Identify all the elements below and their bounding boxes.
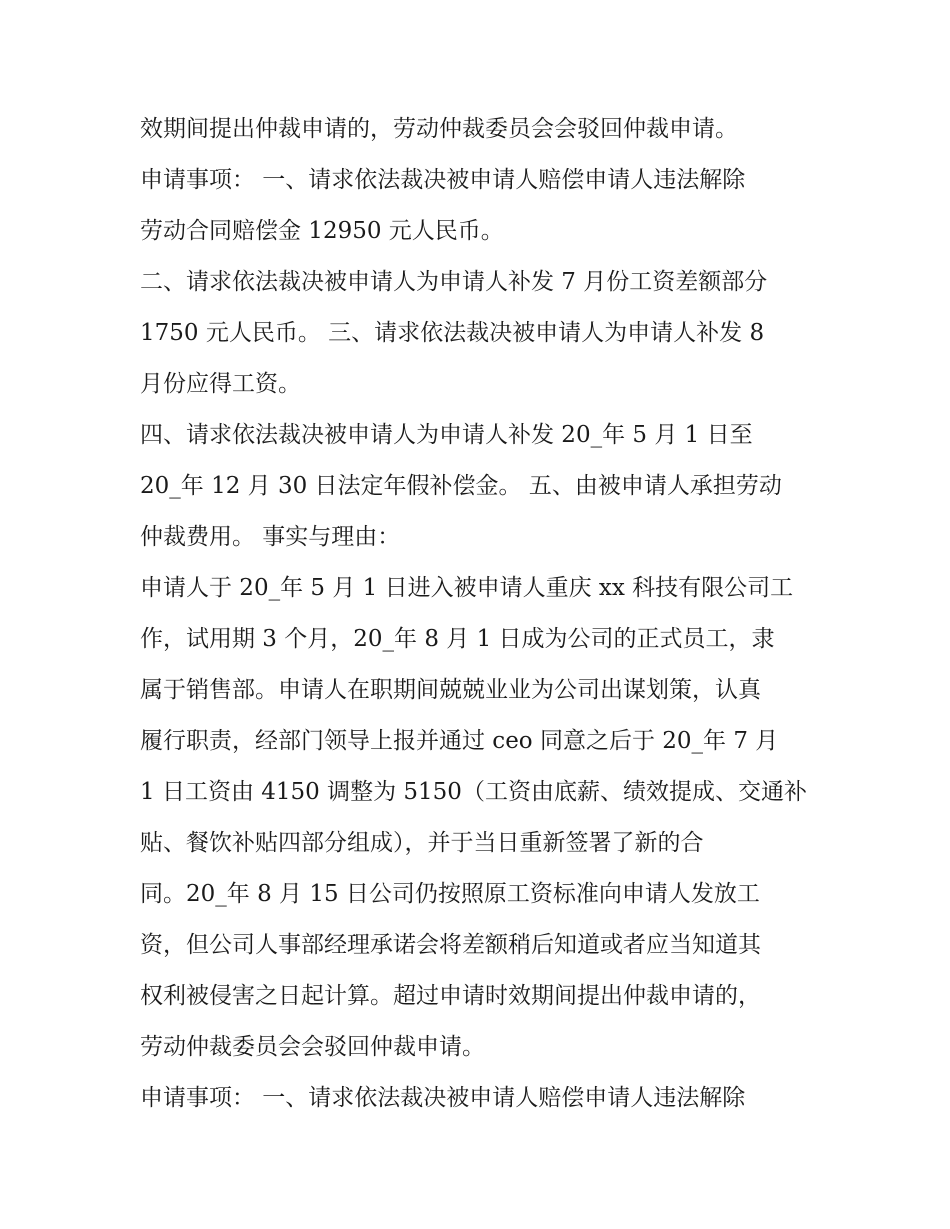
text-line: 申请事项： 一、请求依法裁决被申请人赔偿申请人违法解除	[140, 167, 746, 193]
text-line: 申请人于 20_年 5 月 1 日进入被申请人重庆 xx 科技有限公司工	[140, 575, 794, 601]
text-line: 作，试用期 3 个月，20_年 8 月 1 日成为公司的正式员工，隶	[140, 626, 775, 652]
text-line: 月份应得工资。	[140, 371, 301, 397]
text-line: 20_年 12 月 30 日法定年假补偿金。 五、由被申请人承担劳动	[140, 473, 782, 499]
text-line: 四、请求依法裁决被申请人为申请人补发 20_年 5 月 1 日至	[140, 422, 753, 448]
text-line: 同。20_年 8 月 15 日公司仍按照原工资标准向申请人发放工	[140, 881, 760, 907]
text-line: 贴、餐饮补贴四部分组成），并于当日重新签署了新的合	[140, 830, 704, 856]
text-line: 属于销售部。申请人在职期间兢兢业业为公司出谋划策，认真	[140, 677, 761, 703]
document-body	[140, 104, 820, 1124]
text-line: 二、请求依法裁决被申请人为申请人补发 7 月份工资差额部分	[140, 269, 768, 295]
text-line: 1 日工资由 4150 调整为 5150（工资由底薪、绩效提成、交通补	[140, 779, 807, 805]
text-line: 效期间提出仲裁申请的，劳动仲裁委员会会驳回仲裁申请。	[140, 116, 738, 142]
text-line: 劳动仲裁委员会会驳回仲裁申请。	[140, 1034, 485, 1060]
text-line: 仲裁费用。 事实与理由：	[140, 524, 401, 550]
text-line: 权利被侵害之日起计算。超过申请时效期间提出仲裁申请的，	[140, 983, 761, 1009]
text-line: 履行职责，经部门领导上报并通过 ceo 同意之后于 20_年 7 月	[140, 728, 779, 754]
text-line: 1750 元人民币。 三、请求依法裁决被申请人为申请人补发 8	[140, 320, 765, 346]
text-line: 申请事项： 一、请求依法裁决被申请人赔偿申请人违法解除	[140, 1085, 746, 1111]
text-line: 资，但公司人事部经理承诺会将差额稍后知道或者应当知道其	[140, 932, 761, 958]
text-line: 劳动合同赔偿金 12950 元人民币。	[140, 218, 504, 244]
